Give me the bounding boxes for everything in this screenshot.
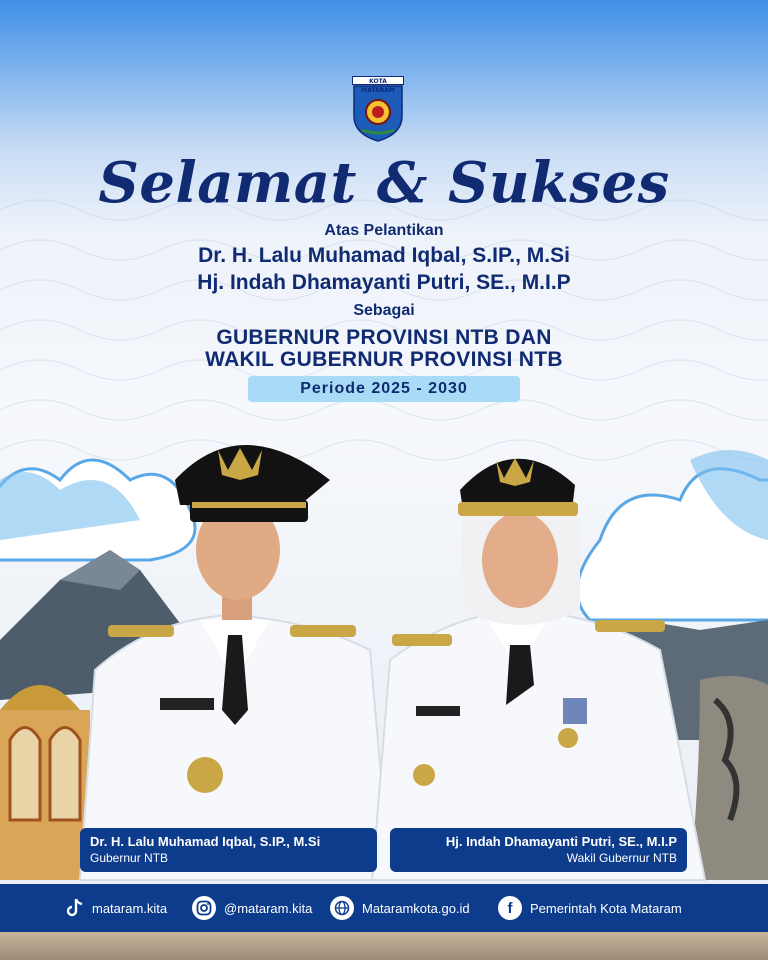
governor-caption [80, 828, 377, 872]
intro-text: Atas Pelantikan [324, 222, 444, 239]
caption-governor-role: Gubernur NTB [90, 851, 169, 865]
caption-governor-name: Dr. H. Lalu Muhamad Iqbal, S.IP., M.Si [90, 834, 321, 849]
governor-name: Dr. H. Lalu Muhamad Iqbal, S.IP., M.Si [198, 244, 570, 267]
position-line-1: GUBERNUR PROVINSI NTB DAN [216, 326, 552, 349]
vice-governor-name: Hj. Indah Dhamayanti Putri, SE., M.I.P [197, 271, 571, 294]
tiktok-handle: mataram.kita [92, 900, 168, 916]
website-url: Mataramkota.go.id [362, 900, 470, 916]
facebook-page: Pemerintah Kota Mataram [530, 900, 682, 916]
facebook-link[interactable] [498, 884, 682, 932]
period-badge: Periode 2025 - 2030 [248, 376, 520, 402]
caption-vice-governor-name: Hj. Indah Dhamayanti Putri, SE., M.I.P [445, 834, 677, 849]
mosque-dome [0, 685, 90, 880]
website-link[interactable] [330, 884, 470, 932]
logo-label: KOTA MATARAM [352, 76, 404, 85]
instagram-link[interactable] [192, 884, 312, 932]
instagram-icon [192, 896, 216, 920]
instagram-handle: @mataram.kita [224, 900, 313, 916]
as-label: Sebagai [353, 302, 415, 319]
tiktok-icon [66, 898, 84, 918]
caption-vice-governor-role: Wakil Gubernur NTB [566, 851, 677, 865]
vice-governor-caption [390, 828, 687, 872]
headline: Selamat & Sukses [98, 150, 670, 216]
tiktok-link[interactable] [66, 884, 167, 932]
decorative-floor-strip [0, 932, 768, 960]
globe-icon [330, 896, 354, 920]
facebook-icon: f [498, 896, 522, 920]
position-line-2: WAKIL GUBERNUR PROVINSI NTB [205, 348, 563, 371]
